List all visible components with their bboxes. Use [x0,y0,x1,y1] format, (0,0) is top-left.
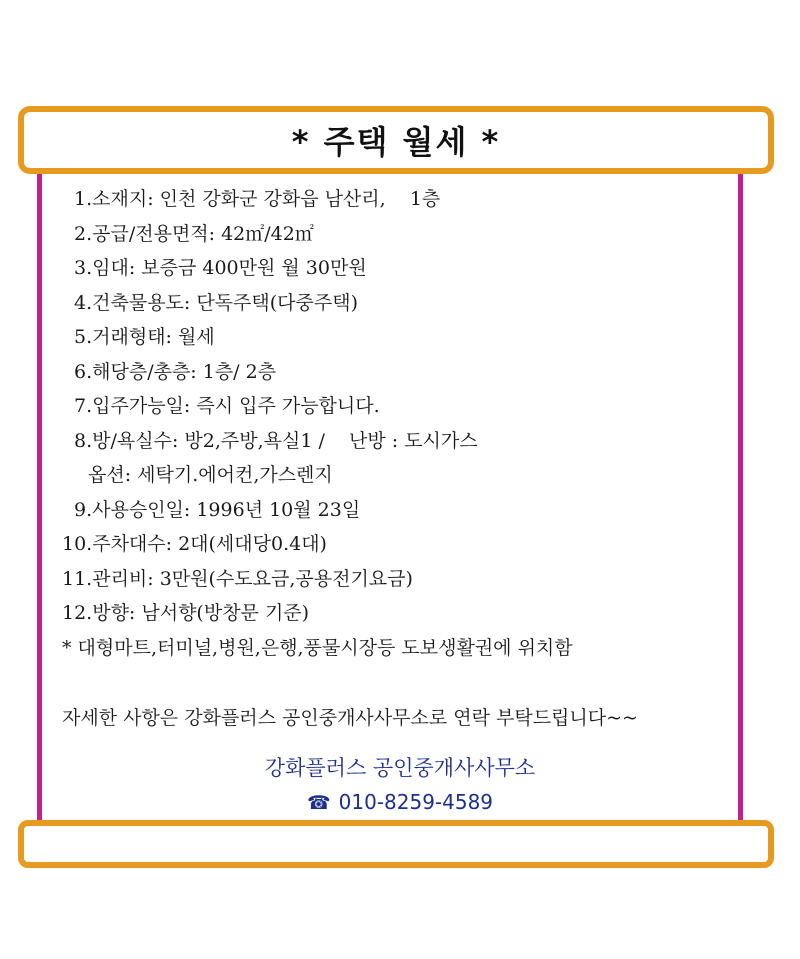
page-title: * 주택 월세 * [291,123,501,161]
phone-icon: ☎ [306,792,331,814]
detail-nearby-note: * 대형마트,터미널,병원,은행,풍물시장등 도보생활권에 위치함 [62,636,573,659]
phone-number[interactable]: 010-8259-4589 [338,790,494,814]
detail-maintenance-fee: 11.관리비: 3만원(수도요금,공용전기요금) [62,567,413,590]
detail-floor: 6.해당층/총층: 1층/ 2층 [74,360,277,383]
listing-details [62,182,742,665]
contact-note: 자세한 사항은 강화플러스 공인중개사사무소로 연락 부탁드립니다~~ [62,707,638,729]
detail-direction: 12.방향: 남서향(방창문 기준) [62,602,310,624]
agency-name: 강화플러스 공인중개사사무소 [264,756,536,780]
phone-line[interactable] [0,790,800,814]
detail-transaction-type: 5.거래형태: 월세 [74,326,215,348]
detail-rent: 3.임대: 보증금 400만원 월 30만원 [74,257,367,279]
detail-options: 옵션: 세탁기.에어컨,가스렌지 [88,464,333,486]
detail-approval-date: 9.사용승인일: 1996년 10월 23일 [74,498,361,521]
detail-parking: 10.주차대수: 2대(세대당0.4대) [62,533,327,555]
detail-building-use: 4.건축물용도: 단독주택(다중주택) [74,291,358,314]
bottom-bar [18,820,774,868]
title-bar [18,106,774,174]
detail-location: 1.소재지: 인천 강화군 강화읍 남산리, 1층 [74,188,441,210]
detail-rooms: 8.방/욕실수: 방2,주방,욕실1 / 난방 : 도시가스 [74,429,478,452]
detail-move-in: 7.입주가능일: 즉시 입주 가능합니다. [74,395,380,417]
detail-area: 2.공급/전용면적: 42㎡/42㎡ [74,222,314,245]
